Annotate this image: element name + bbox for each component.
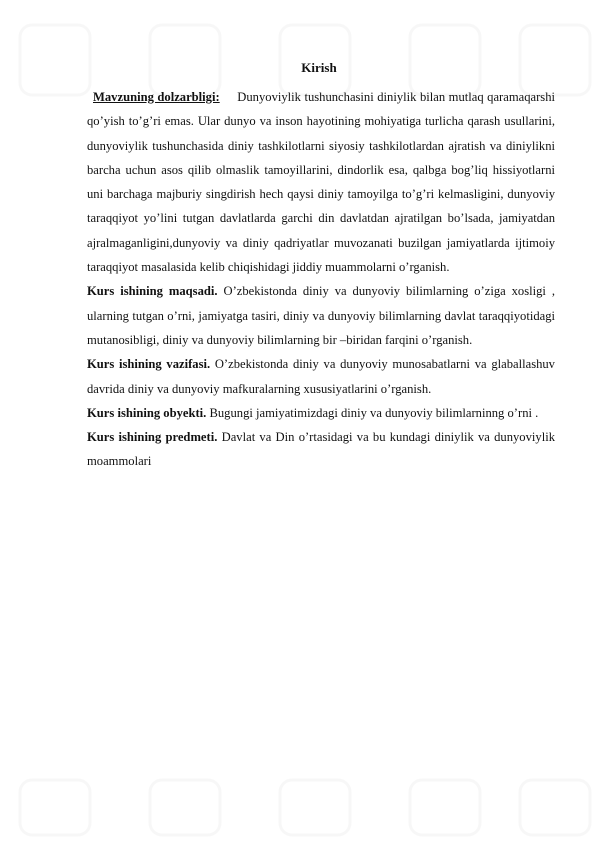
section-text: O’zbekistonda diniy va dunyoviy munosabatlarni va glaballashuv davrida diniy va dunyoviy mafkuralarning xususiyatlarini o’rganish. [87,357,555,396]
section-subject [87,425,555,474]
section-label: Kurs ishining maqsadi. [87,284,218,299]
section-label: Kurs ishining vazifasi. [87,357,211,372]
document-title: Kirish [301,60,337,75]
section-tasks [87,352,555,401]
section-relevance [87,85,555,279]
section-text: Dunyoviylik tushunchasini diniylik bilan mutlaq qaramaqarshi qo’yish to’g’ri emas. Ular dunyo va inson hayotining mohiyatiga turlicha qarash usullarini, dunyoviylik tushunchasida diniy tashkilotlarni siyosiy tashkilotlardan ajratish va diniylikni barcha uchun asos qilib olmaslik tamoyillarini, dindorlik esa, qalbga bog’liq hissiyotlarni uni barchaga majburiy singdirish hech qaysi diniy tamoyilga to’g’ri kelmasligini, dunyoviy taraqqiyot yo’lini tutgan davlatlarda garchi din davlatdan ajratilgan bo’lsada, jamiyatdan ajralmaganligini,dunyoviy va diniy qadriyatlar muvozanati buzilgan jamiyatlarda ijtimoiy taraqqiyot masalasida kelib chiqishidagi jiddiy muammolarni o’rganish. [87,90,555,275]
section-object [87,401,555,425]
section-text: Bugungi jamiyatimizdagi diniy va dunyoviy bilimlarninng o’rni . [209,405,539,420]
section-label: Kurs ishining obyekti. [87,405,207,420]
section-goal [87,279,555,352]
section-text: Davlat va Din o’rtasidagi va bu kundagi diniylik va dunyoviylik moammolari [87,430,555,469]
document-body [87,85,555,474]
section-text: O’zbekistonda diniy va dunyoviy bilimlarning o’ziga xosligi , ularning tutgan o’rni, jamiyatga tasiri, diniy va dunyoviy bilimlarning davlat taraqqiyotidagi mutanosibligi, diniy va dunyoviy bilimlarning bir –biridan farqini o’rganish. [87,284,556,347]
section-label: Kurs ishining predmeti. [87,430,218,445]
section-label: Mavzuning dolzarbligi: [93,90,220,104]
